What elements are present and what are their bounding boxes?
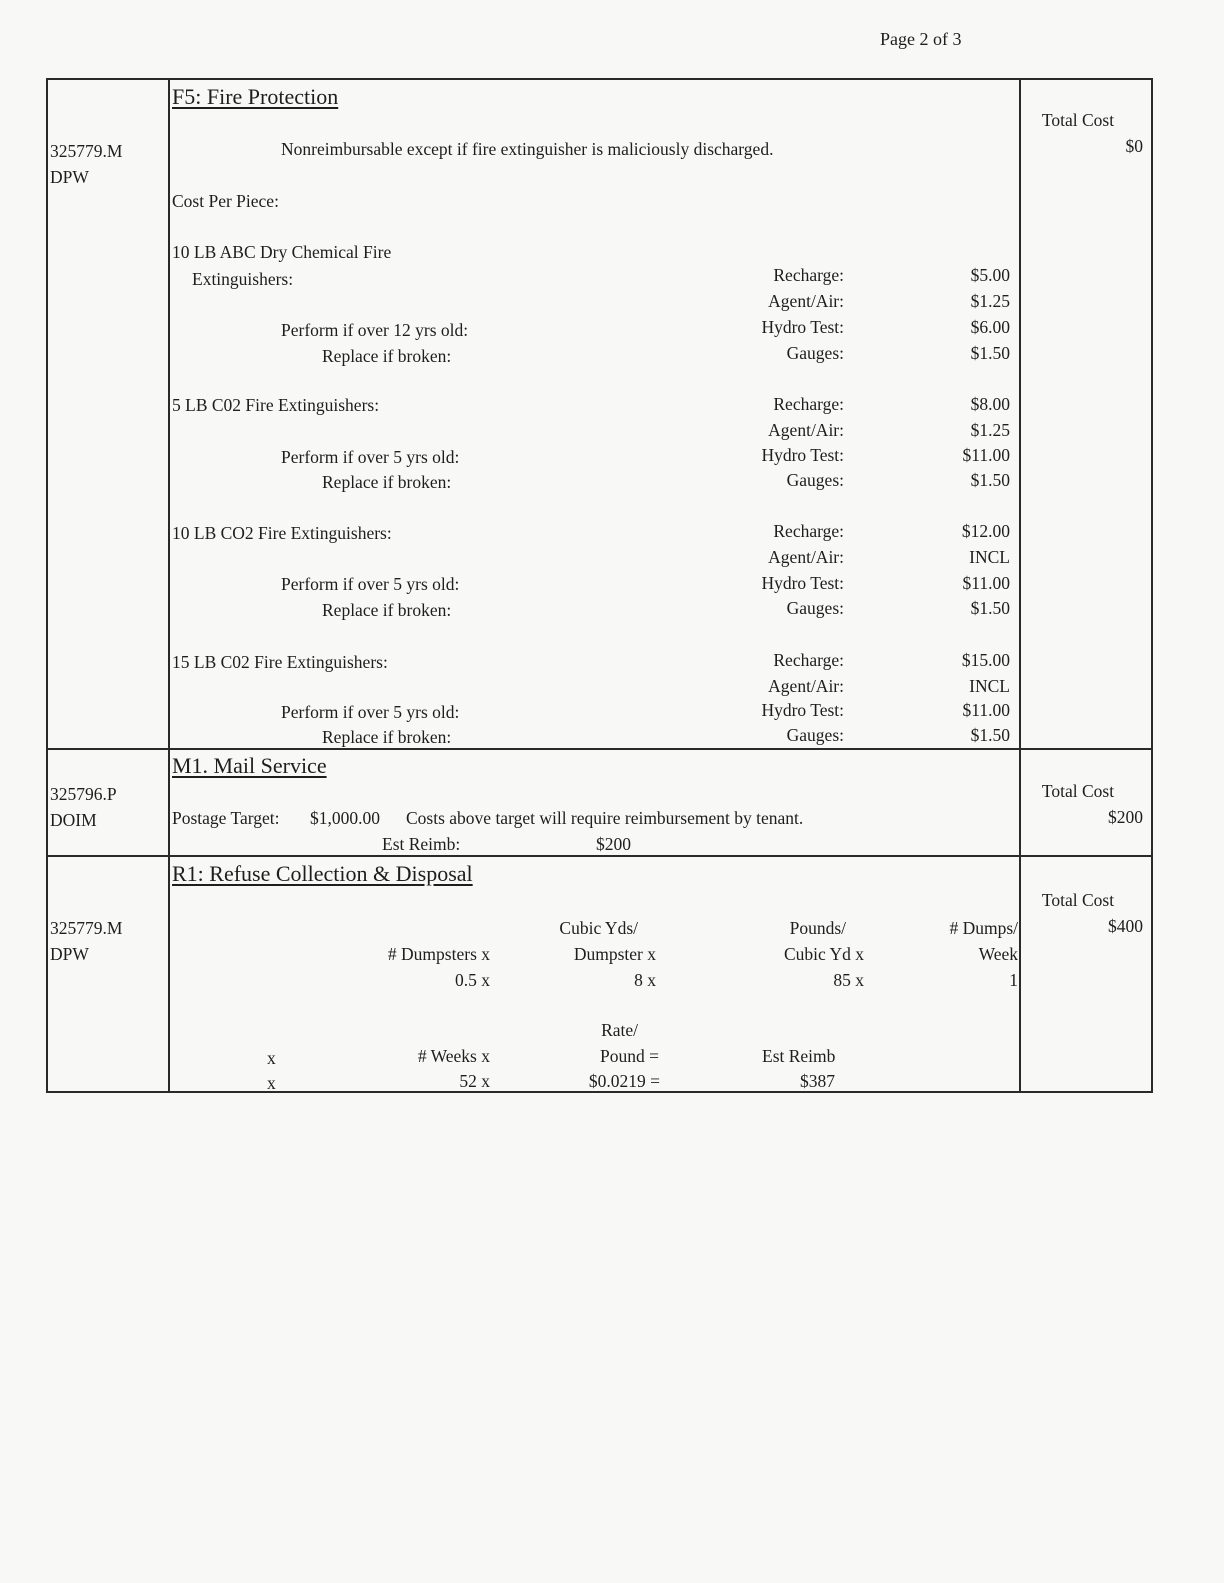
cubic-yds-header: Cubic Yds/	[559, 918, 638, 938]
total-cost-value: $200	[1108, 807, 1143, 827]
item-label: Agent/Air:	[768, 291, 844, 311]
replace-note: Replace if broken:	[322, 346, 452, 366]
item-label: Hydro Test:	[761, 445, 844, 465]
item-cost: $15.00	[961, 650, 1010, 670]
perform-note: Perform if over 5 yrs old:	[281, 447, 460, 467]
item-cost: $11.00	[962, 573, 1010, 593]
account-code: 325779.M	[50, 141, 123, 161]
total-cost-label: Total Cost	[1041, 781, 1115, 801]
account-code: 325796.P	[50, 784, 117, 804]
row-divider-2	[48, 855, 1151, 857]
group-title: 15 LB C02 Fire Extinguishers:	[172, 652, 388, 672]
total-cost-label: Total Cost	[1041, 110, 1115, 130]
column-divider-left	[168, 80, 170, 1091]
pounds-header-continued: Cubic Yd x	[783, 944, 864, 964]
item-cost: $1.25	[970, 420, 1010, 440]
section-heading: R1: Refuse Collection & Disposal	[172, 861, 473, 886]
est-reimb-value: $387	[800, 1071, 835, 1091]
replace-note: Replace if broken:	[322, 727, 452, 747]
postage-value: $1,000.00	[310, 808, 380, 828]
section-heading: F5: Fire Protection	[172, 84, 339, 109]
dumps-value: 1	[1009, 970, 1018, 990]
total-cost-value: $0	[1125, 136, 1143, 156]
item-label: Gauges:	[786, 725, 844, 745]
item-label: Agent/Air:	[768, 547, 844, 567]
item-label: Gauges:	[786, 598, 844, 618]
est-reimb-value: $200	[596, 834, 631, 854]
item-cost: $1.50	[970, 598, 1010, 618]
cubic-yds-value: 8 x	[634, 970, 656, 990]
item-label: Recharge:	[773, 394, 844, 414]
row-divider-1	[48, 748, 1151, 750]
item-label: Agent/Air:	[768, 420, 844, 440]
section-note: Nonreimbursable except if fire extinguisher is maliciously discharged.	[281, 139, 774, 159]
perform-note: Perform if over 5 yrs old:	[281, 702, 460, 722]
group-title: 10 LB CO2 Fire Extinguishers:	[172, 523, 392, 543]
weeks-value: 52 x	[459, 1071, 490, 1091]
weeks-header: # Weeks x	[417, 1046, 490, 1066]
item-label: Hydro Test:	[761, 573, 844, 593]
rate-header: Rate/	[601, 1020, 638, 1040]
item-cost: $12.00	[961, 521, 1010, 541]
item-cost: $1.50	[970, 725, 1010, 745]
item-label: Gauges:	[786, 470, 844, 490]
department-code: DPW	[50, 167, 89, 187]
account-code: 325779.M	[50, 918, 123, 938]
multiplier-value: x	[267, 1073, 276, 1093]
item-cost: INCL	[969, 676, 1010, 696]
item-cost: $1.50	[970, 343, 1010, 363]
group-title: 5 LB C02 Fire Extinguishers:	[172, 395, 380, 415]
group-title: 10 LB ABC Dry Chemical Fire	[172, 242, 392, 262]
item-label: Gauges:	[786, 343, 844, 363]
item-cost: $1.25	[970, 291, 1010, 311]
cost-table	[46, 78, 1153, 1093]
perform-note: Perform if over 5 yrs old:	[281, 574, 460, 594]
pounds-header: Pounds/	[789, 918, 846, 938]
column-divider-right	[1019, 80, 1021, 1091]
postage-label: Postage Target:	[172, 808, 280, 828]
cubic-yds-header-continued: Dumpster x	[573, 944, 656, 964]
department-code: DOIM	[50, 810, 97, 830]
group-title-continued: Extinguishers:	[192, 269, 294, 289]
item-cost: $11.00	[962, 445, 1010, 465]
multiplier-header: x	[267, 1048, 276, 1068]
item-label: Recharge:	[773, 650, 844, 670]
replace-note: Replace if broken:	[322, 472, 452, 492]
dumps-header: # Dumps/	[949, 918, 1018, 938]
department-code: DPW	[50, 944, 89, 964]
item-cost: $6.00	[970, 317, 1010, 337]
item-cost: $5.00	[970, 265, 1010, 285]
item-cost: $11.00	[962, 700, 1010, 720]
cost-per-piece-label: Cost Per Piece:	[172, 191, 279, 211]
dumpsters-header: # Dumpsters x	[387, 944, 490, 964]
dumpsters-value: 0.5 x	[455, 970, 490, 990]
item-label: Hydro Test:	[761, 317, 844, 337]
item-cost: $8.00	[970, 394, 1010, 414]
item-label: Agent/Air:	[768, 676, 844, 696]
replace-note: Replace if broken:	[322, 600, 452, 620]
perform-note: Perform if over 12 yrs old:	[281, 320, 469, 340]
section-heading: M1. Mail Service	[172, 753, 327, 778]
postage-note: Costs above target will require reimbursement by tenant.	[406, 808, 804, 828]
rate-value: $0.0219 =	[588, 1071, 660, 1091]
dumps-header-continued: Week	[978, 944, 1018, 964]
rate-header-continued: Pound =	[600, 1046, 659, 1066]
total-cost-value: $400	[1108, 916, 1143, 936]
total-cost-label: Total Cost	[1041, 890, 1115, 910]
page-number: Page 2 of 3	[880, 29, 962, 49]
item-label: Recharge:	[773, 521, 844, 541]
est-reimb-label: Est Reimb:	[382, 834, 461, 854]
est-reimb-header: Est Reimb	[762, 1046, 836, 1066]
item-label: Hydro Test:	[761, 700, 844, 720]
item-cost: INCL	[969, 547, 1010, 567]
pounds-value: 85 x	[833, 970, 864, 990]
item-label: Recharge:	[773, 265, 844, 285]
item-cost: $1.50	[970, 470, 1010, 490]
